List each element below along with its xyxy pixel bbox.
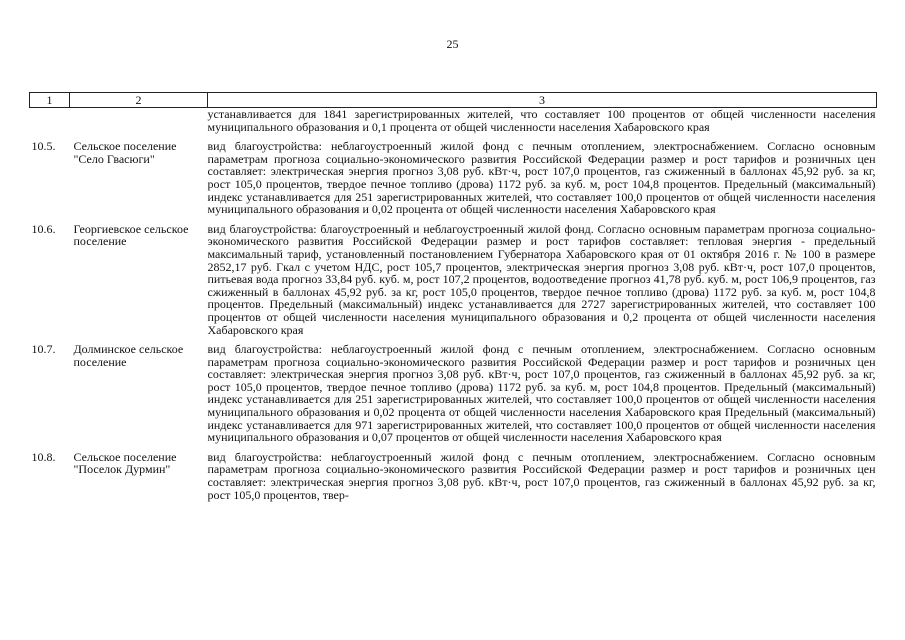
settlement-name: Сельское поселение "Село Гвасюги"	[73, 139, 177, 166]
table-header-row	[30, 93, 877, 108]
row-description: вид благоустройства: неблагоустроенный жилой фонд с печным отоплением, электроснабжением. Согласно основным параметрам прогноза социально-экономического развития Российской Федерации размер и рост тарифов и розничных цен составляет: электрическая энергия прогноз 3,08 руб. кВт·ч, рост 107,0 процентов, газ сжиженный в баллонах 45,92 руб. за кг, рост 105,0 процентов, твердое печное топливо (дрова) 1172 руб. за куб. м, рост 104,8 процентов. Предельный (максимальный) индекс устанавливается для 251 зарегистрированных жителей, что составляет 100,0 процентов от общей численности населения муниципального образования и 0,02 процента от общей численности населения Хабаровского края Предельный (максимальный) индекс устанавливается для 971 зарегистрированных жителей, что составляет 100,0 процентов от общей численности населения муниципального образования и 0,07 процентов от общей численности населения Хабаровского края	[207, 342, 876, 445]
column-header-2: 2	[70, 93, 208, 108]
row-description: устанавливается для 1841 зарегистрированных жителей, что составляет 100 процентов от общей численности населения муниципального образования и 0,1 процента от общей численности населения Хабаровского края	[207, 107, 876, 134]
tariff-table	[29, 92, 877, 508]
column-header-3: 3	[208, 93, 877, 108]
table-row	[30, 140, 877, 223]
row-number: 10.8.	[31, 449, 56, 464]
table-row	[30, 451, 877, 508]
table-row	[30, 223, 877, 343]
settlement-name: Долминское сельское поселение	[73, 342, 184, 369]
row-description: вид благоустройства: благоустроенный и неблагоустроенный жилой фонд. Согласно основным параметрам прогноза социально-экономического развития Российской Федерации размер и рост тарифов составляет: тепловая энергия - предельный максимальный тариф, установленный постановлением Губернатора Хабаровского края от 01 октября 2016 г. № 100 в размере 2852,17 руб. Гкал с учетом НДС, рост 105,7 процентов, электрическая энергия прогноз 3,08 руб. кВт·ч, рост 107,0 процентов, питьевая вода прогноз 33,84 руб. куб. м, рост 107,2 процентов, водоотведение прогноз 41,78 руб. куб. м, рост 106,9 процентов, газ сжиженный в баллонах 45,92 руб. за кг, рост 105,0 процентов, твердое печное топливо (дрова) 1172 руб. за куб. м, рост 104,8 процентов. Предельный (максимальный) индекс устанавливается для 2727 зарегистрированных жителей, что составляет 100 процентов от общей численности населения муниципального образования и 0,2 процента от общей численности населения Хабаровского края	[207, 221, 876, 337]
row-number: 10.5.	[31, 139, 56, 154]
page-number: 25	[446, 37, 459, 51]
table-row	[30, 343, 877, 451]
column-header-1: 1	[30, 93, 70, 108]
row-description: вид благоустройства: неблагоустроенный жилой фонд с печным отоплением, электроснабжением. Согласно основным параметрам прогноза социально-экономического развития Российской Федерации размер и рост тарифов и розничных цен составляет: электрическая энергия прогноз 3,08 руб. кВт·ч, рост 107,0 процентов, газ сжиженный в баллонах 45,92 руб. за кг, рост 105,0 процентов, твердое печное топливо (дрова) 1172 руб. за куб. м, рост 104,8 процентов. Предельный (максимальный) индекс устанавливается для 251 зарегистрированных жителей, что составляет 100,0 процентов от общей численности населения муниципального образования и 0,02 процента от общей численности населения Хабаровского края	[207, 139, 876, 217]
settlement-name: Сельское поселение "Поселок Дурмин"	[73, 449, 177, 477]
row-number: 10.7.	[31, 342, 56, 357]
settlement-name: Георгиевское сельское поселение	[73, 221, 189, 249]
row-description: вид благоустройства: неблагоустроенный жилой фонд с печным отоплением, электроснабжением. Согласно основным параметрам прогноза социально-экономического развития Российской Федерации размер и рост тарифов и розничных цен составляет: электрическая энергия прогноз 3,08 руб. кВт·ч, рост 107,0 процентов, газ сжиженный в баллонах 45,92 руб. за кг, рост 105,0 процентов, твер-	[207, 449, 876, 502]
settlement-name	[70, 108, 208, 141]
row-number: 10.6.	[31, 221, 56, 236]
row-number	[30, 108, 70, 141]
table-row-continuation	[30, 108, 877, 141]
